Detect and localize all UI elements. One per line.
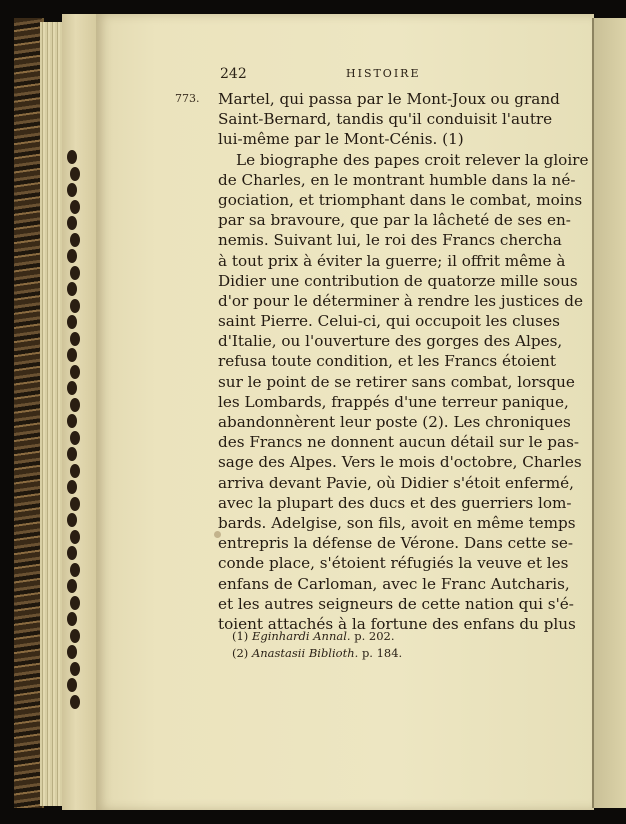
stitch-mark: [67, 183, 77, 197]
footnote-source: Eginhardi Annal.: [251, 629, 351, 643]
text-line: abandonnèrent leur poste (2). Les chroniques: [218, 413, 571, 431]
footnote-ref: p. 184.: [361, 646, 403, 660]
stitch-mark: [70, 662, 80, 676]
stitch-mark: [67, 678, 77, 692]
text-line: avec la plupart des ducs et des guerriers lom-: [218, 493, 572, 512]
stitch-mark: [67, 513, 77, 527]
stitch-mark: [67, 447, 77, 461]
stitch-mark: [67, 282, 77, 296]
stitch-mark: [70, 563, 80, 577]
text-line: sage des Alpes. Vers le mois d'octobre, Charles: [218, 453, 582, 472]
text-line: de Charles, en le montrant humble dans la né-: [218, 170, 576, 189]
stitch-mark: [70, 629, 80, 643]
stitch-mark: [70, 497, 80, 511]
stitch-mark: [67, 579, 77, 593]
stitch-mark: [70, 200, 80, 214]
stitch-mark: [67, 645, 77, 659]
text-line: bards. Adelgise, son fils, avoit en même temps: [218, 513, 576, 532]
page-number: 242: [220, 66, 247, 82]
stitch-mark: [70, 266, 80, 280]
text-line: et les autres seigneurs de cette nation qui s'é-: [218, 594, 574, 613]
footnote-source: Anastasii Biblioth.: [251, 646, 359, 660]
footnotes: [232, 628, 552, 662]
page-edges: [40, 22, 64, 806]
footnote: [232, 645, 552, 662]
running-head: HISTOIRE: [346, 67, 421, 80]
ink-blot: [214, 531, 221, 538]
stitch-mark: [67, 546, 77, 560]
page-header: [220, 66, 550, 84]
text-line: saint Pierre. Celui-ci, qui occupoit les cluses: [218, 312, 560, 331]
stitch-mark: [70, 365, 80, 379]
text-line: enfans de Carloman, avec le Franc Autcharis,: [218, 574, 570, 593]
text-line: toient attachés à la fortune des enfans du plus: [218, 614, 576, 633]
stitch-mark: [70, 233, 80, 247]
text-line: refusa toute condition, et les Francs étoient: [218, 352, 556, 371]
stitch-mark: [67, 612, 77, 626]
stitch-mark: [67, 249, 77, 263]
text-line: les Lombards, frappés d'une terreur panique,: [218, 392, 569, 411]
text-line: nemis. Suivant lui, le roi des Francs chercha: [218, 231, 562, 250]
text-line: Didier une contribution de quatorze mille sous: [218, 271, 578, 290]
text-line: des Francs ne donnent aucun détail sur le pas-: [218, 433, 579, 452]
stitch-mark: [70, 431, 80, 445]
text-line: d'or pour le déterminer à rendre les justices de: [218, 291, 583, 310]
text-line: conde place, s'étoient réfugiés la veuve et les: [218, 554, 569, 573]
text-line: lui-même par le Mont-Cénis. (1): [218, 130, 464, 149]
margin-year: 773.: [175, 92, 200, 105]
text-line: Saint-Bernard, tandis qu'il conduisit l'autre: [218, 110, 553, 129]
text-line: à tout prix à éviter la guerre; il offrit même à: [218, 251, 566, 270]
text-line: par sa bravoure, que par la lâcheté de ses en-: [218, 211, 571, 230]
stitch-mark: [70, 464, 80, 478]
stitch-mark: [70, 332, 80, 346]
stitch-mark: [67, 480, 77, 494]
text-line: arriva devant Pavie, où Didier s'étoit enfermé,: [218, 473, 574, 492]
text-line: Martel, qui passa par le Mont-Joux ou grand: [218, 90, 560, 108]
footnote: [232, 628, 552, 645]
footnote-ref: p. 202.: [354, 629, 395, 643]
stitch-mark: [67, 150, 77, 164]
stitch-mark: [70, 299, 80, 313]
stitch-mark: [70, 530, 80, 544]
stitch-mark: [70, 167, 80, 181]
footnote-marker: (1): [232, 629, 249, 643]
facing-page-edge: [592, 18, 626, 808]
stitch-mark: [67, 414, 77, 428]
text-line: entrepris la défense de Vérone. Dans cette se-: [218, 534, 574, 553]
stitch-mark: [67, 216, 77, 230]
spine-stitching: [66, 150, 80, 710]
text-line: sur le point de se retirer sans combat, lorsque: [218, 372, 575, 391]
stitch-mark: [67, 315, 77, 329]
stitch-mark: [67, 348, 77, 362]
stitch-mark: [70, 398, 80, 412]
body-text: [218, 89, 589, 634]
text-line: Le biographe des papes croit relever la gloire: [236, 150, 589, 169]
text-line: gociation, et triomphant dans le combat, moins: [218, 190, 583, 209]
footnote-marker: (2): [232, 646, 249, 660]
stitch-mark: [70, 695, 80, 709]
stitch-mark: [67, 381, 77, 395]
text-line: d'Italie, ou l'ouverture des gorges des Alpes,: [218, 332, 563, 351]
stitch-mark: [70, 596, 80, 610]
